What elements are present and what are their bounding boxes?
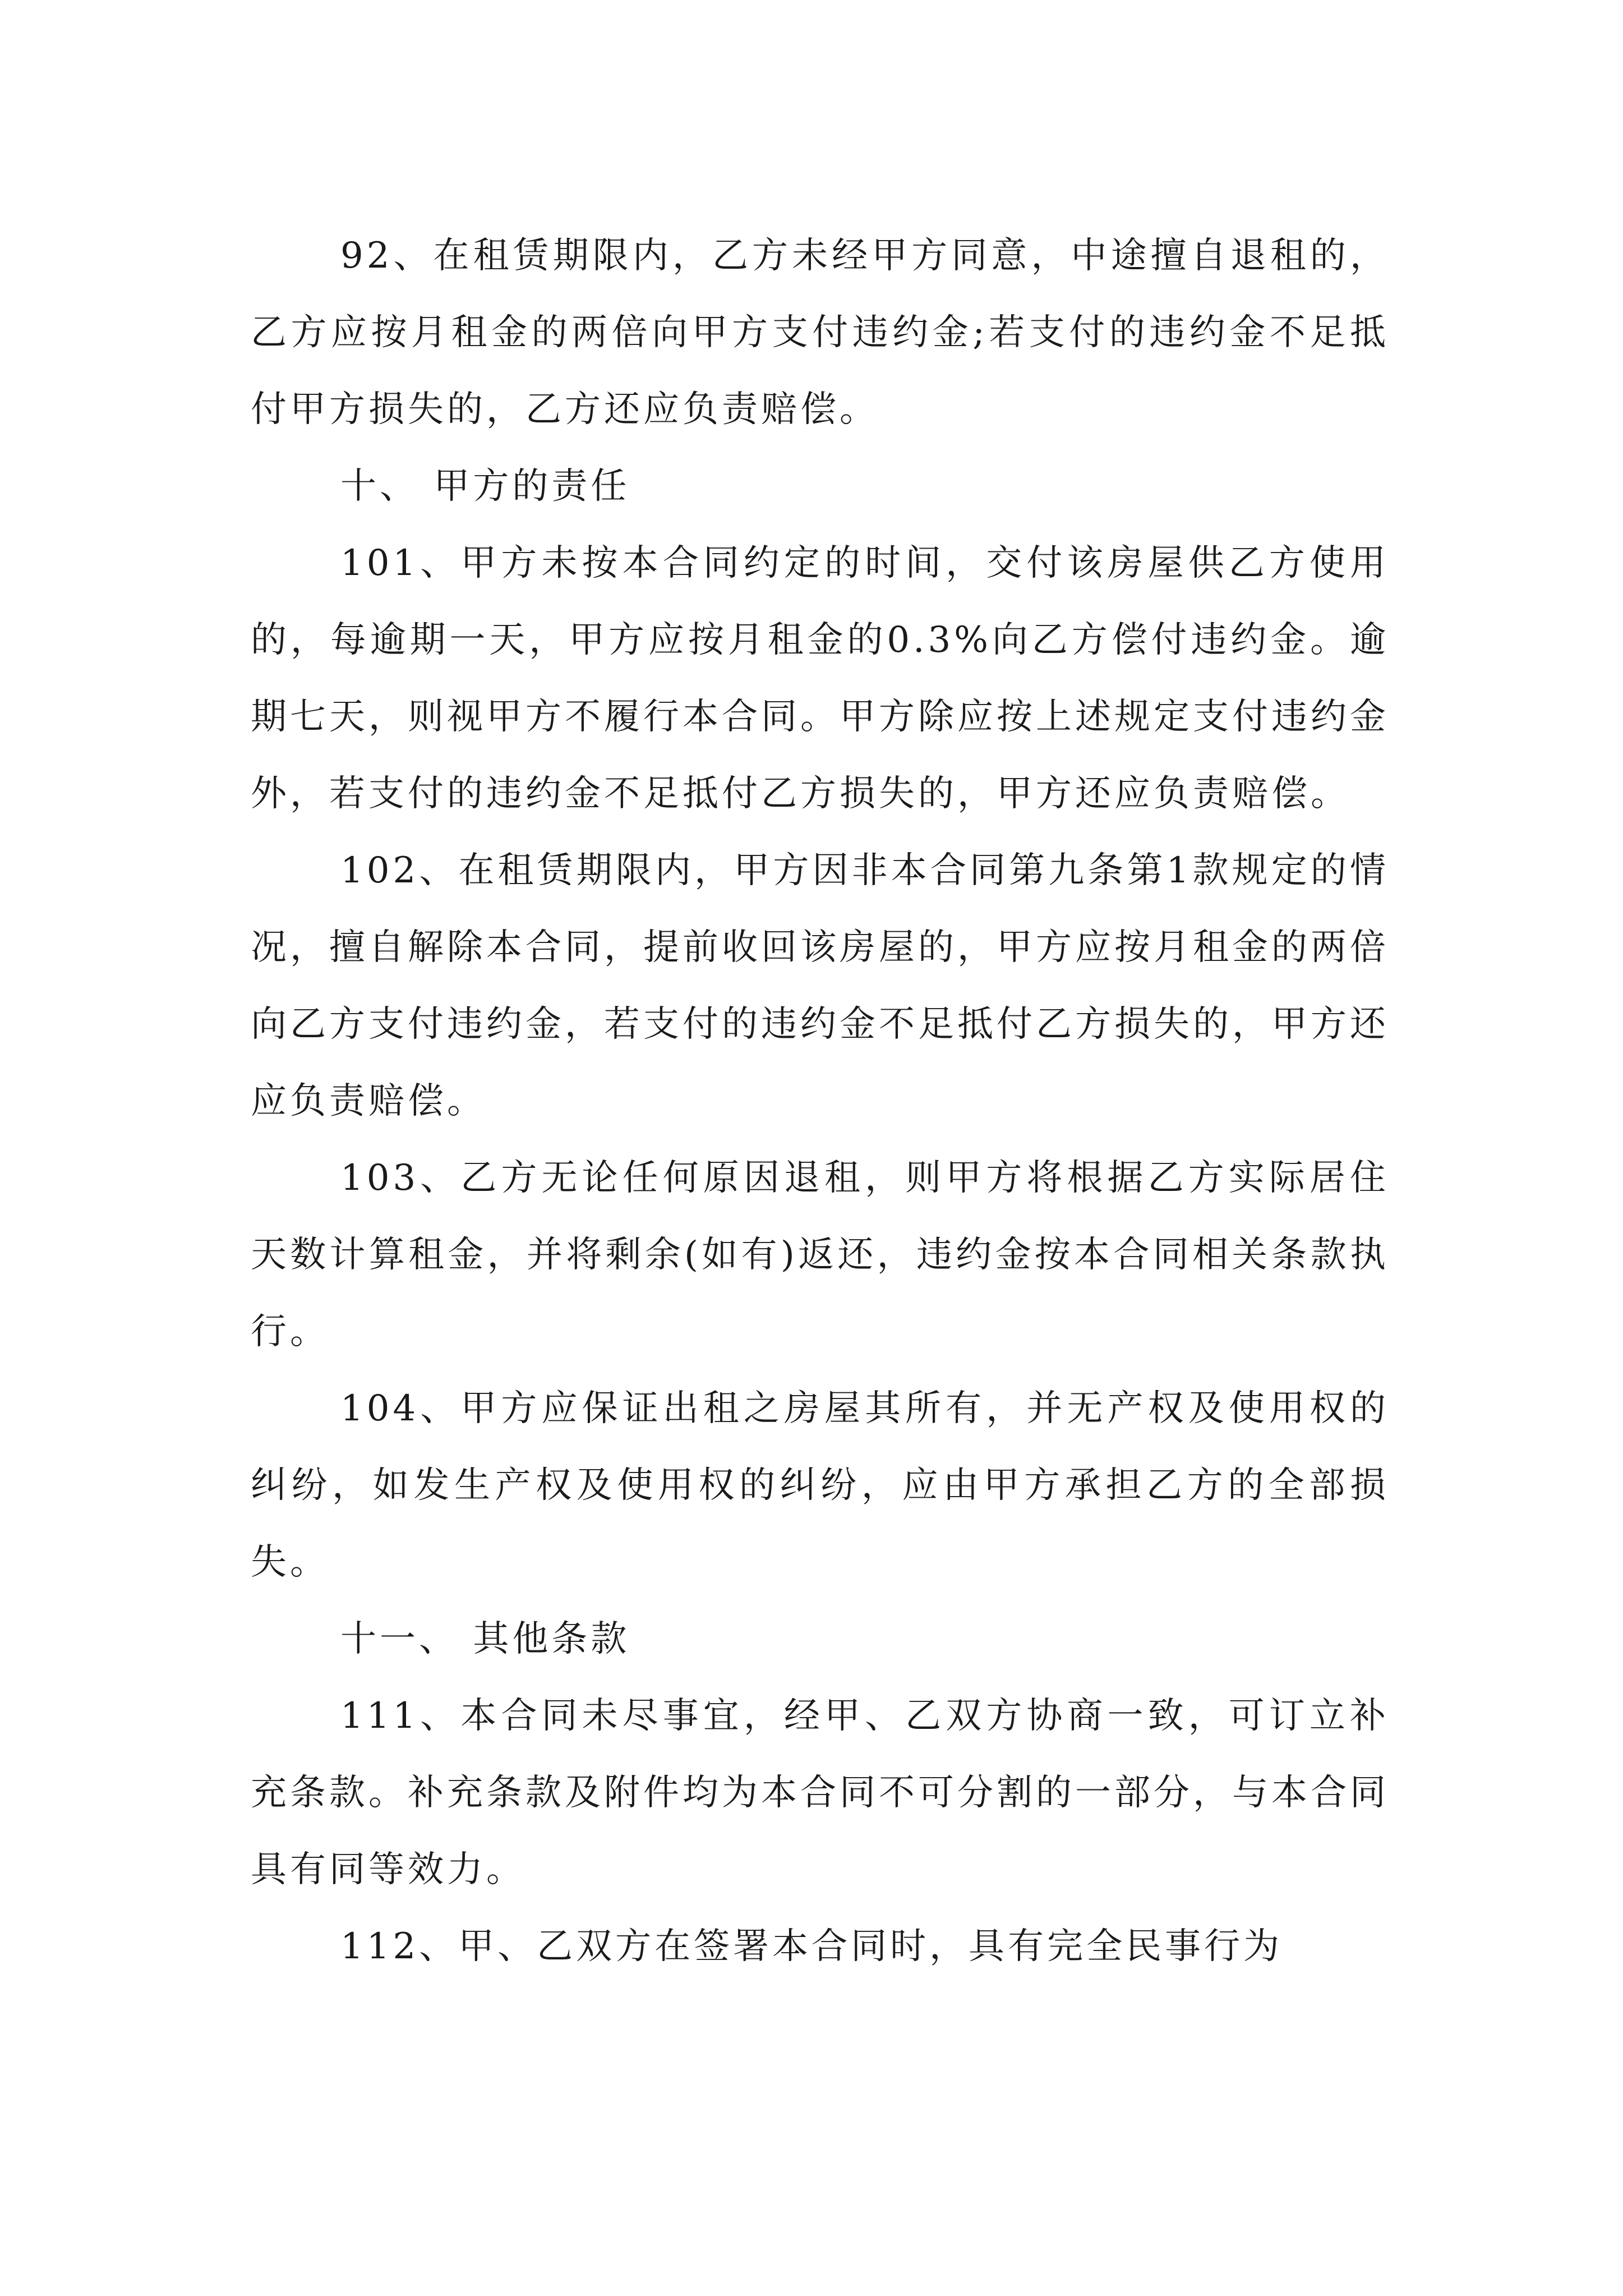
section-heading-10: 十、 甲方的责任 bbox=[340, 466, 630, 507]
clause-104: 104、甲方应保证出租之房屋其所有，并无产权及使用权的纠纷，如发生产权及使用权的纠纷，应由甲方承担乙方的全部损失。 bbox=[251, 1388, 1389, 1583]
clause-92: 92、在租赁期限内，乙方未经甲方同意，中途擅自退租的，乙方应按月租金的两倍向甲方支付违约金;若支付的违约金不足抵付甲方损失的，乙方还应负责赔偿。 bbox=[251, 235, 1389, 430]
clause-112: 112、甲、乙双方在签署本合同时，具有完全民事行为 bbox=[340, 1926, 1283, 1967]
clause-103: 103、乙方无论任何原因退租，则甲方将根据乙方实际居住天数计算租金，并将剩余(如有)返还，违约金按本合同相关条款执行。 bbox=[251, 1157, 1389, 1352]
section-heading-11: 十一、 其他条款 bbox=[340, 1618, 630, 1660]
document-body bbox=[251, 218, 1389, 1985]
clause-101: 101、甲方未按本合同约定的时间，交付该房屋供乙方使用的，每逾期一天，甲方应按月租金的0.3%向乙方偿付违约金。逾期七天，则视甲方不履行本合同。甲方除应按上述规定支付违约金外，若支付的违约金不足抵付乙方损失的，甲方还应负责赔偿。 bbox=[251, 542, 1389, 815]
clause-102: 102、在租赁期限内，甲方因非本合同第九条第1款规定的情况，擅自解除本合同，提前收回该房屋的，甲方应按月租金的两倍向乙方支付违约金，若支付的违约金不足抵付乙方损失的，甲方还应负责赔偿。 bbox=[251, 850, 1389, 1122]
clause-111: 111、本合同未尽事宜，经甲、乙双方协商一致，可订立补充条款。补充条款及附件均为本合同不可分割的一部分，与本合同具有同等效力。 bbox=[251, 1695, 1389, 1890]
